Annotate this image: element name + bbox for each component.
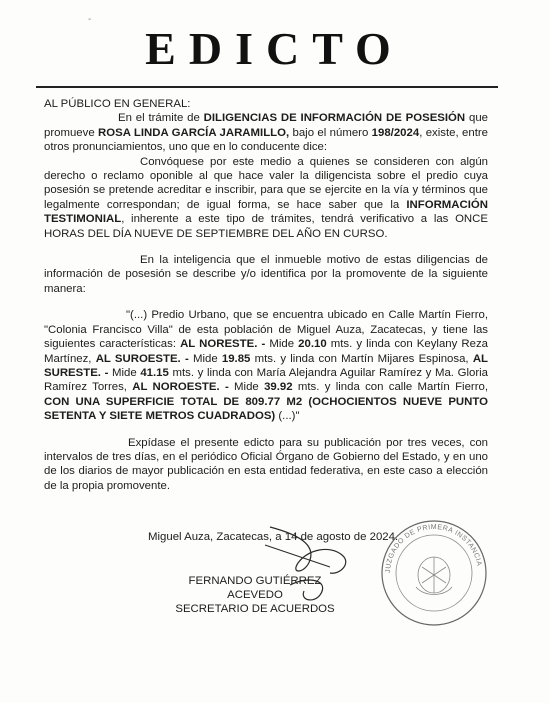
place-and-date: Miguel Auza, Zacatecas, a 14 de agosto de 2024. (148, 531, 399, 543)
scan-mark: - (88, 14, 92, 25)
edict-body (44, 97, 488, 493)
paragraph-property-intro: En la inteligencia que el inmueble motivo de estas diligencias de información de posesión se describe y/o identifica por la promovente de la siguiente manera: (44, 254, 488, 295)
handwritten-signature (260, 515, 380, 605)
signer-name: FERNANDO GUTIÉRREZ ACEVEDO (188, 575, 322, 601)
signer-role: SECRETARIO DE ACUERDOS (175, 603, 335, 615)
seal-text: JUZGADO DE PRIMERA INSTANCIA (384, 523, 483, 574)
paragraph-publication: Expídase el presente edicto para su publicación por tres veces, con intervalos de tres días, en el periódico Oficial Órgano de Gobierno del Estado, y en uno de los diarios de mayor publicación en esta entidad federativa, en este caso a elección de la propia promovente. (44, 436, 488, 492)
paragraph-property-description: "(...) Predio Urbano, que se encuentra ubicado en Calle Martín Fierro, "Colonia Francisco Villa" de esta población de Miguel Auza, Zacatecas, y tiene las siguientes características: AL NORESTE. - Mide 20.10 mts. y linda con Keylany Reza Martínez, AL SUROESTE. - Mide 19.85 mts. y linda con Martín Mijares Espinosa, AL SURESTE. - Mide 41.15 mts. y linda con María Alejandra Aguilar Ramírez y Ma. Gloria Ramírez Torres, AL NOROESTE. - Mide 39.92 mts. y linda con calle Martín Fierro, CON UNA SUPERFICIE TOTAL DE 809.77 M2 (OCHOCIENTOS NUEVE PUNTO SETENTA Y SIETE METROS CUADRADOS) (...)" (44, 309, 488, 423)
document-title: EDICTO (145, 23, 404, 74)
paragraph-convocation: Convóquese por este medio a quienes se consideren con algún derecho o reclamo oponible al que hace valer la diligencista sobre el predio cuya posesión se pretende acreditar e inscribir, para que se ejercite en la vía y términos que legalmente correspondan; de igual forma, se hace saber que la INFORMACIÓN TESTIMONIAL, inherente a este tipo de trámites, tendrá verificativo a las ONCE HORAS DEL DÍA NUEVE DE SEPTIEMBRE DEL AÑO EN CURSO. (44, 155, 488, 240)
greeting: AL PÚBLICO EN GENERAL: (44, 98, 191, 110)
court-seal (376, 517, 492, 627)
title-divider (36, 86, 498, 88)
paragraph-proceeding: En el trámite de DILIGENCIAS DE INFORMACIÓN DE POSESIÓN que promueve ROSA LINDA GARCÍA JARAMILLO, bajo el número 198/2024, existe, entre otros pronunciamientos, uno que en lo conducente dice: (44, 112, 488, 154)
